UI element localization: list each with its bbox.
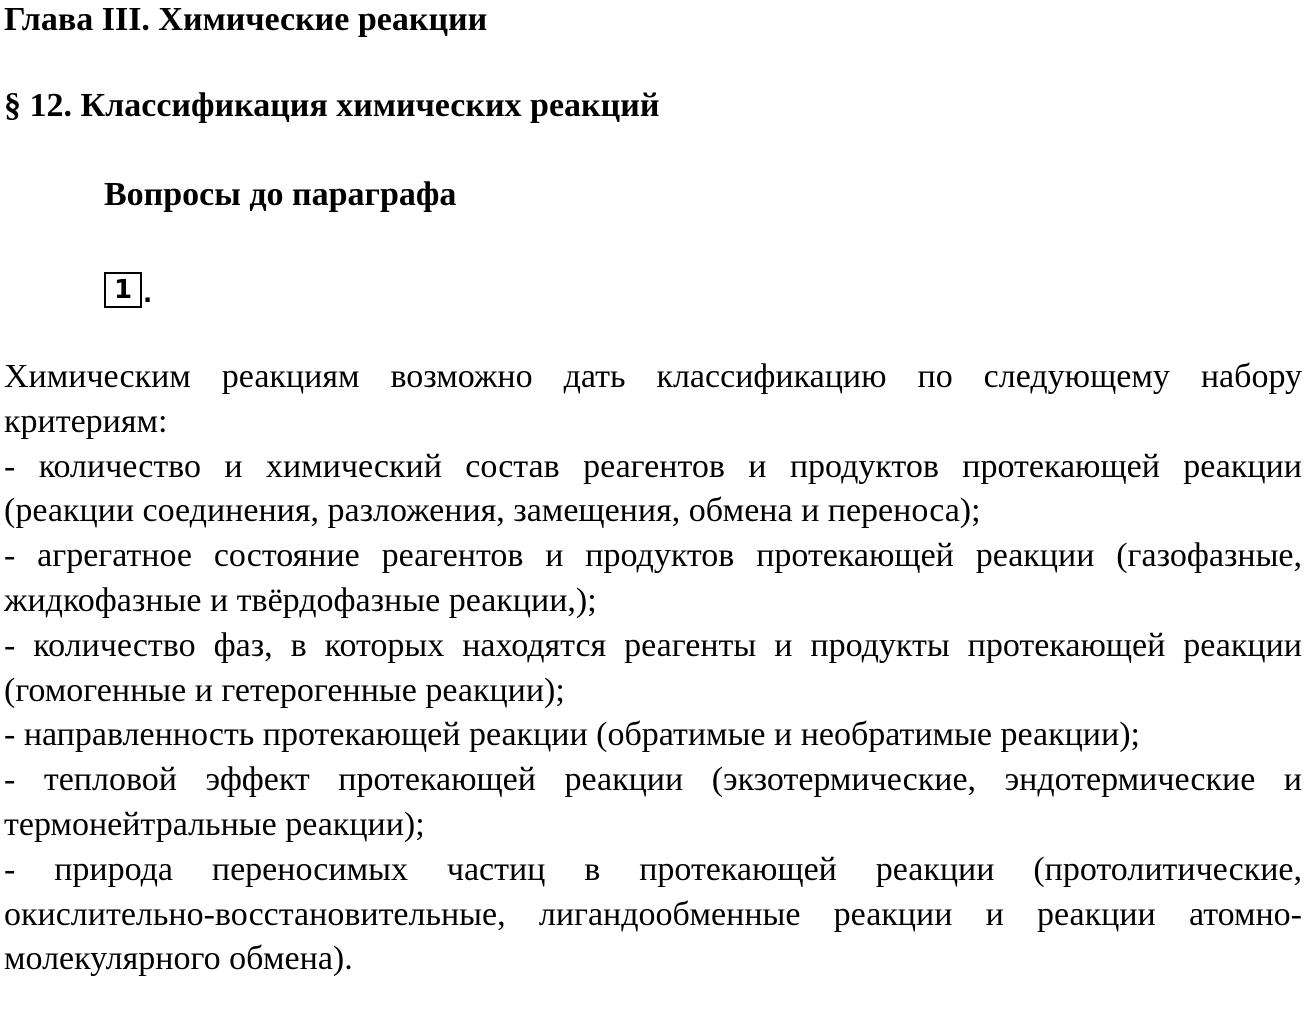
question-number-dot: . [143, 280, 153, 308]
chapter-title: Глава III. Химические реакции [4, 1, 488, 38]
paragraph-criterion-aggregate-state: - агрегатное состояние реагентов и продуктов протекающей реакции (газофазные, жидкофазные и твёрдофазные реакции,); [4, 537, 1302, 619]
question-number-box: 1 [104, 272, 142, 308]
paragraph-intro: Химическим реакциям возможно дать классификацию по следующему набору критериям: [4, 358, 1302, 440]
answer-body [4, 355, 1302, 982]
section-title: § 12. Классификация химических реакций [4, 87, 660, 124]
subsection-title: Вопросы до параграфа [104, 176, 457, 213]
paragraph-criterion-thermal-effect: - тепловой эффект протекающей реакции (экзотермические, эндотермические и термонейтральные реакции); [4, 761, 1302, 843]
paragraph-criterion-phases: - количество фаз, в которых находятся реагенты и продукты протекающей реакции (гомогенные и гетерогенные реакции); [4, 626, 1302, 709]
question-number-marker [104, 266, 152, 308]
paragraph-criterion-direction: - направленность протекающей реакции (обратимые и необратимые реакции); [4, 716, 1140, 754]
paragraph-criterion-composition: - количество и химический состав реагентов и продуктов протекающей реакции (реакции соединения, разложения, замещения, обмена и переноса); [4, 447, 1302, 530]
paragraph-criterion-particle-nature: - природа переносимых частиц в протекающей реакции (протолитические, окислительно-восстановительные, лигандообменные реакции и реакции атомно-молекулярного обмена). [4, 850, 1302, 978]
